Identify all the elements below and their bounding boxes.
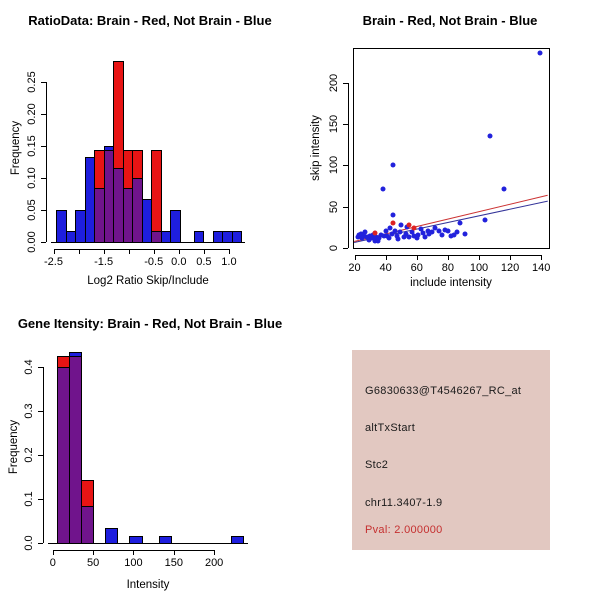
histogram-bar-segment xyxy=(69,352,82,357)
scatter-point xyxy=(411,226,416,231)
x-tick-label: 0 xyxy=(49,557,56,569)
y-axis-tick xyxy=(343,124,348,125)
panel-gene-info xyxy=(300,300,600,600)
histogram-bar-segment xyxy=(151,150,162,232)
y-axis-tick xyxy=(38,455,43,456)
x-axis-tick xyxy=(179,249,180,254)
y-axis-tick xyxy=(41,210,46,211)
y-tick-label: 200 xyxy=(328,73,340,92)
histogram-bar-segment xyxy=(105,528,118,544)
probe-id-text: G6830633@T4546267_RC_at xyxy=(365,385,522,397)
scatter-point xyxy=(439,232,444,237)
ratio-histogram-ylabel: Frequency xyxy=(10,120,22,176)
x-tick-label: 60 xyxy=(410,262,423,274)
y-axis-tick xyxy=(343,165,348,166)
scatter-point xyxy=(380,187,385,192)
scatter-point xyxy=(399,222,404,227)
x-axis-tick xyxy=(448,255,449,260)
y-tick-label: 100 xyxy=(328,156,340,175)
x-tick-label: 0.0 xyxy=(171,256,187,268)
scatter-point xyxy=(463,231,468,236)
x-tick-label: 150 xyxy=(164,557,183,569)
gene-histogram-ylabel: Frequency xyxy=(8,419,20,475)
x-axis-tick xyxy=(133,550,134,555)
pval-text: Pval: 2.000000 xyxy=(365,524,443,536)
y-axis-tick xyxy=(38,499,43,500)
scatter-point xyxy=(455,230,460,235)
x-axis-tick xyxy=(54,249,55,254)
locus-text: chr11.3407-1.9 xyxy=(365,497,443,509)
histogram-bar-segment xyxy=(132,150,143,179)
y-axis-line xyxy=(348,83,349,248)
panel-intensity-scatter xyxy=(300,0,600,300)
ratio-histogram-title: RatioData: Brain - Red, Not Brain - Blue xyxy=(28,13,272,28)
y-axis-tick xyxy=(38,543,43,544)
x-tick-label: 100 xyxy=(124,557,143,569)
scatter-point xyxy=(537,50,542,55)
x-tick-label: -2.5 xyxy=(44,256,63,268)
x-tick-label: 140 xyxy=(532,262,551,274)
x-axis-tick xyxy=(214,550,215,555)
x-axis-line xyxy=(54,249,229,250)
histogram-bar-segment xyxy=(81,506,94,544)
y-axis-tick xyxy=(41,82,46,83)
scatter-point xyxy=(501,187,506,192)
histogram-bar-segment xyxy=(81,480,94,507)
histogram-bar-segment xyxy=(170,210,181,243)
x-axis-tick xyxy=(510,255,511,260)
y-tick-label: 0.15 xyxy=(26,135,38,157)
y-axis-tick xyxy=(38,367,43,368)
gene-histogram-xlabel: Intensity xyxy=(126,579,170,591)
x-axis-tick xyxy=(129,249,130,254)
scatter-point xyxy=(391,163,396,168)
y-axis-tick xyxy=(343,248,348,249)
y-axis-line xyxy=(46,82,47,242)
x-axis-tick xyxy=(79,249,80,254)
x-axis-tick xyxy=(53,550,54,555)
x-axis-tick xyxy=(355,255,356,260)
x-axis-tick xyxy=(229,249,230,254)
scatter-point xyxy=(372,231,377,236)
y-tick-label: 0.05 xyxy=(26,199,38,221)
x-axis-tick xyxy=(479,255,480,260)
y-tick-label: 0.1 xyxy=(23,491,35,507)
x-tick-label: 40 xyxy=(379,262,392,274)
scatter-title: Brain - Red, Not Brain - Blue xyxy=(362,13,538,28)
y-axis-line xyxy=(43,367,44,543)
plot-box xyxy=(353,48,550,249)
y-axis-tick xyxy=(41,146,46,147)
x-axis-tick xyxy=(154,249,155,254)
y-tick-label: 50 xyxy=(328,200,340,213)
x-tick-label: 0.5 xyxy=(196,256,212,268)
scatter-point xyxy=(391,212,396,217)
y-tick-label: 0.20 xyxy=(26,103,38,125)
y-tick-label: 0.10 xyxy=(26,167,38,189)
y-axis-tick xyxy=(41,114,46,115)
scatter-ylabel: skip intensity xyxy=(310,115,322,181)
histogram-bar-segment xyxy=(231,536,244,544)
y-tick-label: 0 xyxy=(328,244,340,252)
x-tick-label: -0.5 xyxy=(144,256,164,268)
scatter-point xyxy=(396,236,401,241)
x-axis-tick xyxy=(417,255,418,260)
y-tick-label: 0.00 xyxy=(26,231,38,253)
scatter-xlabel: include intensity xyxy=(410,277,492,289)
x-tick-label: 120 xyxy=(500,262,520,274)
gene-symbol-text: Stc2 xyxy=(365,459,389,471)
x-axis-tick xyxy=(541,255,542,260)
x-axis-tick xyxy=(174,550,175,555)
x-tick-label: 50 xyxy=(87,557,100,569)
x-axis-tick xyxy=(204,249,205,254)
y-axis-tick xyxy=(343,83,348,84)
y-axis-tick xyxy=(41,242,46,243)
y-axis-tick xyxy=(41,178,46,179)
y-tick-label: 0.0 xyxy=(23,535,35,551)
y-tick-label: 0.2 xyxy=(23,447,35,463)
ratio-histogram-xlabel: Log2 Ratio Skip/Include xyxy=(87,275,209,287)
y-axis-tick xyxy=(38,411,43,412)
scatter-point xyxy=(487,133,492,138)
x-tick-label: 20 xyxy=(348,262,361,274)
x-tick-label: 1.0 xyxy=(221,256,237,268)
x-axis-tick xyxy=(386,255,387,260)
y-tick-label: 150 xyxy=(328,114,340,134)
x-axis-tick xyxy=(104,249,105,254)
histogram-bar-segment xyxy=(159,536,172,544)
histogram-bar-segment xyxy=(129,536,142,544)
y-tick-label: 0.3 xyxy=(23,403,35,419)
histogram-bar-segment xyxy=(194,231,205,243)
panel-gene-intensity-histogram xyxy=(0,300,300,600)
histogram-bar-segment xyxy=(232,231,243,243)
y-tick-label: 0.25 xyxy=(26,71,38,93)
scatter-point xyxy=(458,221,463,226)
panel-ratio-histogram xyxy=(0,0,300,300)
y-tick-label: 0.4 xyxy=(23,359,35,375)
x-tick-label: -1.5 xyxy=(94,256,114,268)
x-tick-label: 100 xyxy=(469,262,489,274)
scatter-point xyxy=(391,221,396,226)
x-tick-label: 80 xyxy=(441,262,454,274)
x-axis-tick xyxy=(93,550,94,555)
scatter-point xyxy=(397,230,402,235)
y-axis-tick xyxy=(343,207,348,208)
gene-info-box xyxy=(352,350,550,550)
event-type-text: altTxStart xyxy=(365,422,416,434)
x-tick-label: 200 xyxy=(204,557,224,569)
scatter-point xyxy=(483,217,488,222)
gene-histogram-title: Gene Itensity: Brain - Red, Not Brain - Blue xyxy=(17,316,283,331)
